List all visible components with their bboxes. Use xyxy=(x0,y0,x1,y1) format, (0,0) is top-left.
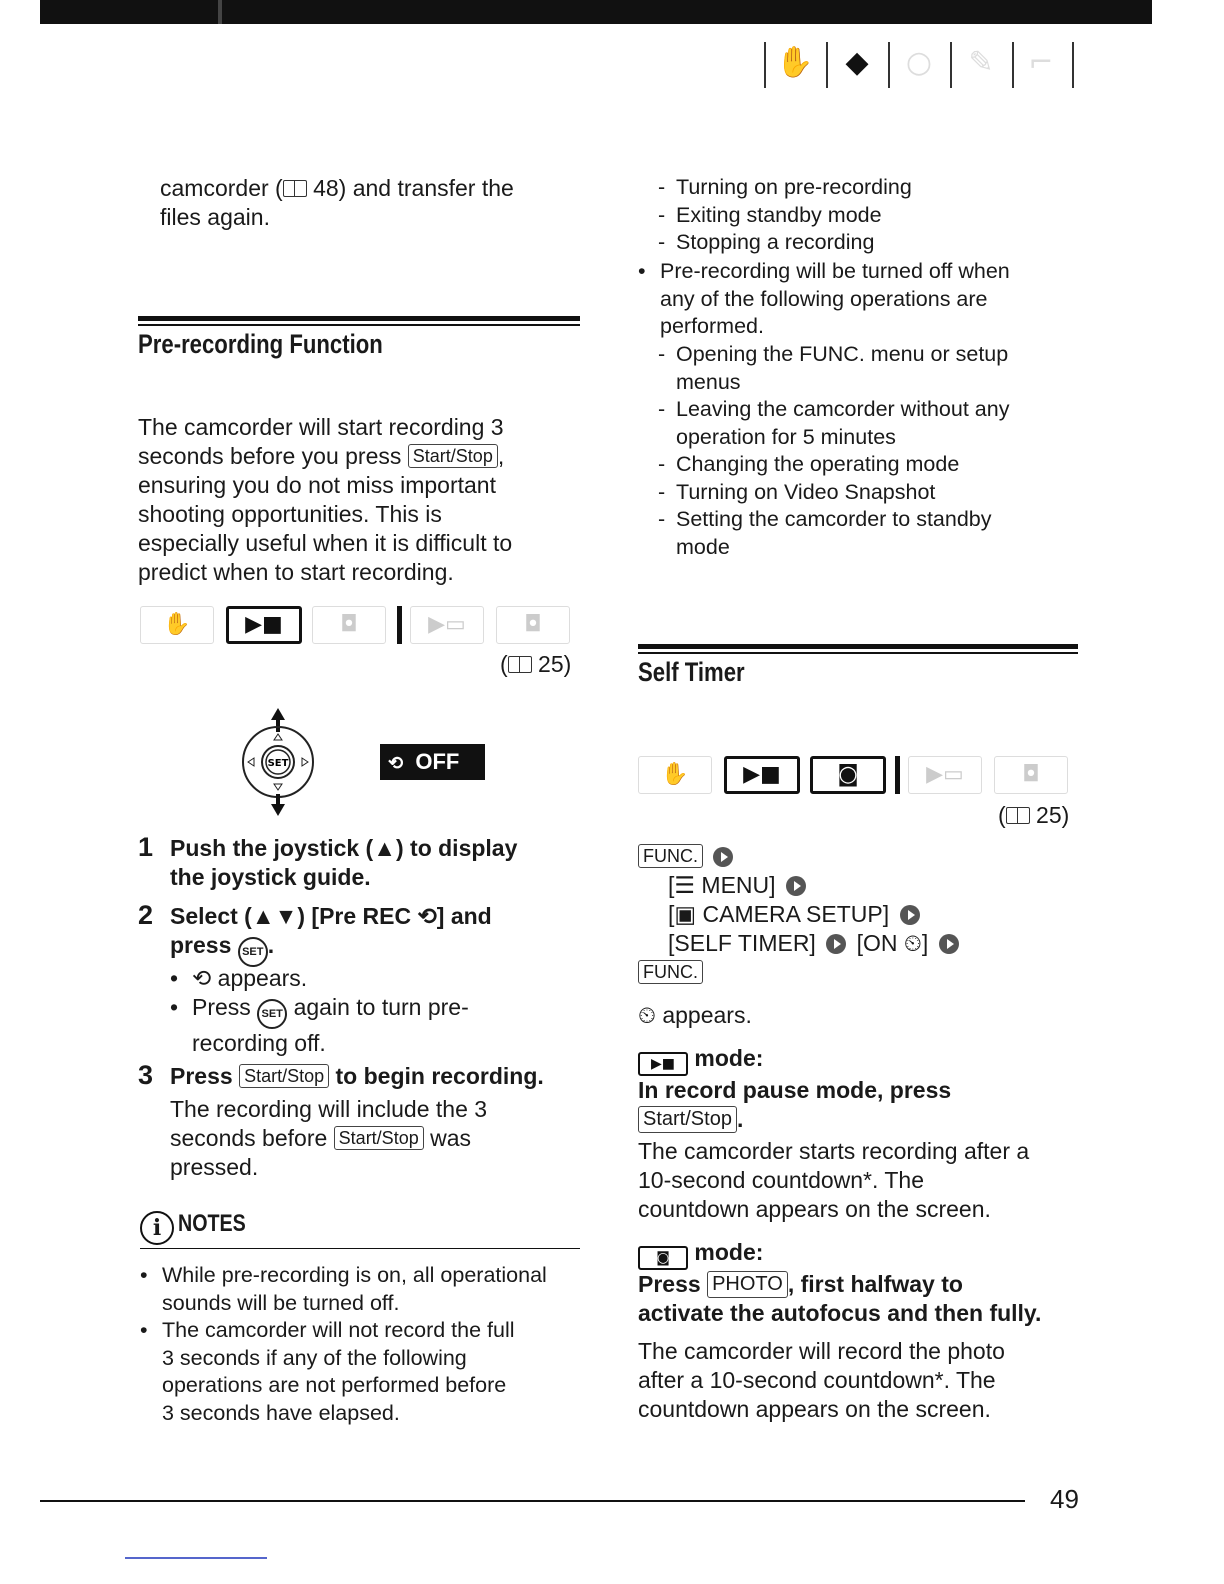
photo-key: PHOTO xyxy=(707,1271,788,1298)
set-button-icon: SET xyxy=(257,999,287,1029)
arrow-icon xyxy=(900,905,920,925)
photo-playback-icon: ◘ xyxy=(994,756,1068,794)
movie-mode-block: ▶■ mode: In record pause mode, press Start/Stop . xyxy=(638,1045,952,1132)
section-rule-thin xyxy=(138,324,580,326)
movie-playback-icon: ▶▭ xyxy=(410,606,484,644)
set-button-icon: SET xyxy=(238,937,268,967)
step-2: 2 Select (▲▼) [Pre REC ⟲] and press SET . xyxy=(138,900,588,931)
joystick-icon xyxy=(240,708,316,816)
movie-mode-icon: ▶■ xyxy=(724,756,800,794)
func-key: FUNC. xyxy=(638,960,703,984)
step-3-desc: The recording will include the 3 seconds before Start/Stop was pressed. xyxy=(170,1096,488,1180)
info-icon: i xyxy=(140,1211,174,1245)
book-icon xyxy=(508,656,532,673)
movie-playback-icon: ▶▭ xyxy=(908,756,982,794)
photo-mode-desc: The camcorder will record the photo after a 10-second countdown*. The countdown appears on the screen. xyxy=(638,1338,1005,1422)
pre-rec-icon: ⟲ xyxy=(417,903,437,929)
pre-rec-icon: ⟲ xyxy=(192,965,212,991)
svg-text:SET: SET xyxy=(267,758,289,769)
easy-icon: ✋ xyxy=(776,45,814,80)
movie-mode-desc: The camcorder starts recording after a 10-second countdown*. The countdown appears on the screen. xyxy=(638,1138,1030,1222)
mode-bar-prerecording xyxy=(140,606,580,646)
page-ref: ( 25) xyxy=(500,651,572,677)
note-item: • While pre-recording is on, all operational sounds will be turned off. xyxy=(140,1262,590,1317)
right-dash-list-2: - Opening the FUNC. menu or setup menus - Leaving the camcorder without any operation for 5 minutes - Changing the operating mode - Turning on Video Snapshot - Setting the camcorder to standby mode xyxy=(658,341,1078,561)
section-rule xyxy=(138,316,580,321)
section-title-self-timer: Self Timer xyxy=(638,657,745,687)
self-timer-appears: ⏲ appears. xyxy=(638,1002,752,1028)
start-stop-key: Start/Stop xyxy=(638,1106,737,1133)
mode-strip xyxy=(760,38,1080,90)
photo-mode-icon: ◘ xyxy=(312,606,386,644)
page-ref: ( 25) xyxy=(998,802,1070,828)
start-stop-key: Start/Stop xyxy=(334,1126,424,1150)
menu-icon: ☰ xyxy=(674,872,696,898)
pre-rec-off-badge: ⟲ OFF xyxy=(380,744,485,780)
step-3: 3 Press Start/Stop to begin recording. xyxy=(138,1060,544,1090)
step-1: 1 Push the joystick (▲) to display the joystick guide. xyxy=(138,832,518,890)
circle-icon: ○ xyxy=(905,45,933,80)
book-icon xyxy=(283,180,307,197)
right-bullet: • Pre-recording will be turned off when any of the following operations are performed. xyxy=(638,258,1078,341)
easy-mode-icon: ✋ xyxy=(140,606,214,644)
edit-icon: ✎ xyxy=(968,45,994,80)
top-bar xyxy=(40,0,1152,24)
easy-mode-icon: ✋ xyxy=(638,756,712,794)
page-number: 49 xyxy=(1050,1484,1079,1514)
func-key: FUNC. xyxy=(638,844,703,868)
connect-icon: ⌐ xyxy=(1028,45,1054,80)
intro-text: camcorder ( 48) and transfer the files again. xyxy=(160,175,514,230)
photo-mode-icon: ◙ xyxy=(638,1246,688,1270)
notes-header: i NOTES xyxy=(140,1210,261,1245)
self-timer-icon: ⏲ xyxy=(638,1002,656,1028)
prerecording-para: The camcorder will start recording 3 seconds before you press Start/Stop , ensuring you do not miss important shooting opportunities. This is especially useful when it is difficult to predict when to start recording. xyxy=(138,414,513,585)
step-2-bullets: • ⟲ appears. • Press SET again to turn pre- recording off. xyxy=(170,964,590,1058)
blue-underline xyxy=(125,1557,267,1559)
photo-playback-icon: ◘ xyxy=(496,606,570,644)
self-timer-icon: ⏲ xyxy=(903,930,922,956)
arrow-icon xyxy=(826,934,846,954)
func-sequence: FUNC. [☰ MENU] [▣ CAMERA SETUP] [SELF TIMER] [ON ⏲] FUNC. xyxy=(638,842,1088,987)
notes-rule xyxy=(140,1248,580,1249)
record-mode-icon: ◆ xyxy=(845,45,869,80)
right-dash-list-1: - Turning on pre-recording - Exiting standby mode - Stopping a recording xyxy=(658,174,1078,257)
movie-mode-icon: ▶■ xyxy=(226,606,302,644)
arrow-icon xyxy=(786,876,806,896)
notes-list xyxy=(140,1262,590,1427)
start-stop-key: Start/Stop xyxy=(239,1064,329,1088)
pre-rec-icon: ⟲ xyxy=(388,753,404,773)
section-rule xyxy=(638,644,1078,649)
start-stop-key: Start/Stop xyxy=(408,444,498,468)
section-title-prerecording: Pre-recording Function xyxy=(138,329,383,359)
section-rule-thin xyxy=(638,652,1078,654)
note-item: • The camcorder will not record the full 3 seconds if any of the following operations are not performed before 3 seconds have elapsed. xyxy=(140,1317,590,1427)
arrow-icon xyxy=(713,847,733,867)
photo-mode-block: ◙ mode: Press PHOTO , first halfway to activate the autofocus and then fully. xyxy=(638,1239,1042,1326)
camera-setup-icon: ▣ xyxy=(674,901,697,927)
book-icon xyxy=(1006,807,1030,824)
photo-mode-icon: ◙ xyxy=(810,756,886,794)
mode-bar-self-timer xyxy=(638,756,1078,796)
footer-rule xyxy=(40,1500,1025,1502)
movie-mode-icon: ▶■ xyxy=(638,1052,688,1076)
arrow-icon xyxy=(939,934,959,954)
